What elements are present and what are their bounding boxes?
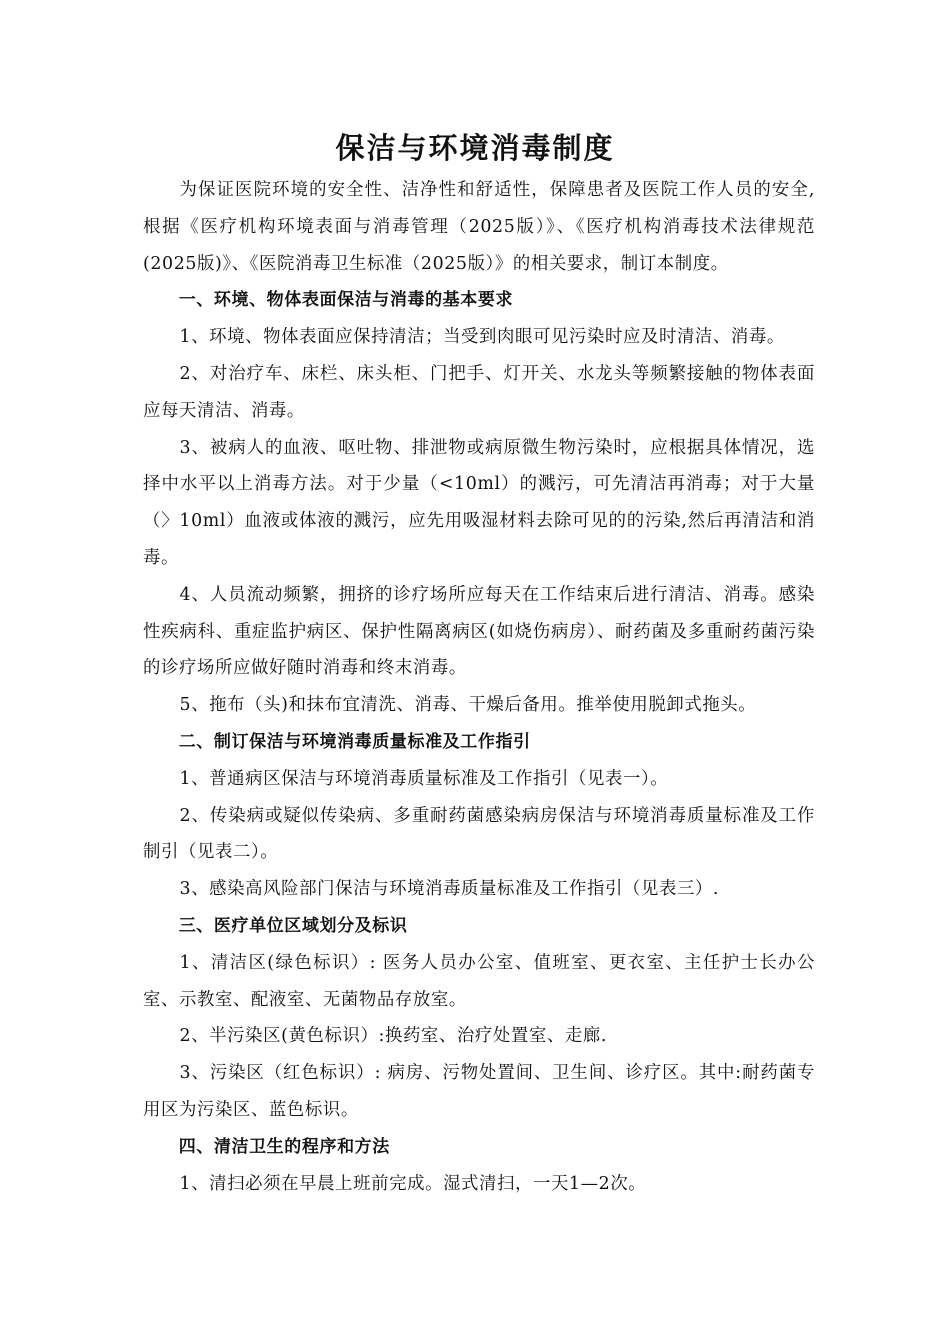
paragraph-1-5: 5、拖布（头)和抹布宜清洗、消毒、干燥后备用。推举使用脱卸式拖头。 — [179, 695, 757, 716]
paragraph-3-2: 2、半污染区(黄色标识）:换药室、治疗处置室、走廊. — [179, 1026, 607, 1047]
paragraph-1-3: 3、被病人的血液、呕吐物、排泄物或病原微生物污染时，应根据具体情况，选择中水平以上消毒方法。对于少量（<10ml）的溅污，可先清洁再消毒；对于大量（〉10ml）血液或体液的溅污，应先用吸湿材料去除可见的的污染,然后再清洁和消毒。 — [143, 437, 815, 568]
paragraph-1-1: 1、环境、物体表面应保持清洁；当受到肉眼可见污染时应及时清洁、消毒。 — [179, 327, 785, 348]
section-heading-4: 四、清洁卫生的程序和方法 — [178, 1136, 390, 1157]
section-heading-3: 三、医疗单位区域划分及标识 — [178, 915, 408, 936]
paragraph-1-4: 4、人员流动频繁，拥挤的诊疗场所应每天在工作结束后进行清洁、消毒。感染性疾病科、重症监护病区、保护性隔离病区(如烧伤病房）、耐药菌及多重耐药菌污染的诊疗场所应做好随时消毒和终末消毒。 — [143, 584, 815, 679]
paragraph-2-3: 3、感染高风险部门保洁与环境消毒质量标准及工作指引（见表三）. — [179, 879, 720, 900]
paragraph-1-2: 2、对治疗车、床栏、床头柜、门把手、灯开关、水龙头等频繁接触的物体表面应每天清洁、消毒。 — [143, 363, 815, 421]
paragraph-3-1: 1、清洁区(绿色标识）: 医务人员办公室、值班室、更衣室、主任护士长办公室、示教室、配液室、无菌物品存放室。 — [143, 952, 815, 1010]
paragraph-4-1: 1、清扫必须在早晨上班前完成。湿式清扫，一天1—2次。 — [179, 1173, 647, 1194]
section-heading-2: 二、制订保洁与环境消毒质量标准及工作指引 — [178, 731, 531, 752]
paragraph-2-1: 1、普通病区保洁与环境消毒质量标准及工作指引（见表一）。 — [179, 768, 669, 789]
document-title: 保洁与环境消毒制度 — [335, 131, 615, 165]
document-body — [143, 172, 815, 1202]
paragraph-2-2: 2、传染病或疑似传染病、多重耐药菌感染病房保洁与环境消毒质量标准及工作制引（见表二）。 — [143, 805, 815, 863]
section-heading-1: 一、环境、物体表面保洁与消毒的基本要求 — [178, 290, 514, 311]
intro-paragraph: 为保证医院环境的安全性、洁净性和舒适性，保障患者及医院工作人员的安全,根据《医疗机构环境表面与消毒管理（2025版）》、《医疗机构消毒技术法律规范(2025版)》、《医院消毒卫生标准（2025版）》的相关要求，制订本制度。 — [143, 180, 815, 274]
paragraph-3-3: 3、污染区（红色标识）: 病房、污物处置间、卫生间、诊疗区。其中:耐药菌专用区为污染区、蓝色标识。 — [143, 1063, 815, 1120]
